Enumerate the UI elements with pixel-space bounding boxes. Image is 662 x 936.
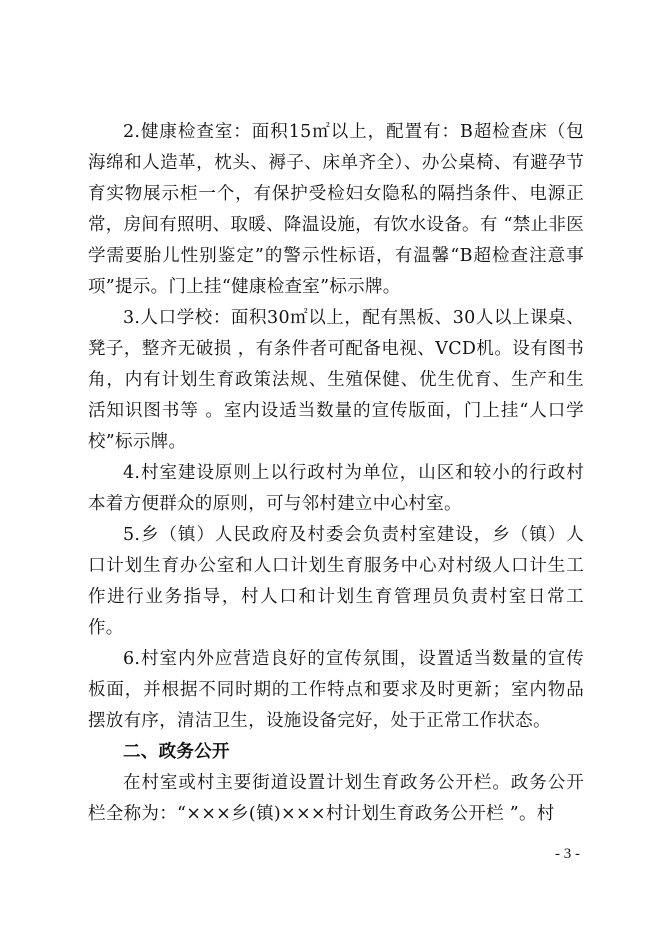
paragraph-publicity-atmosphere: 6.村室内外应营造良好的宣传氛围，设置适当数量的宣传板面，并根据不同时期的工作特点和要求及时更新；室内物品摆放有序，清洁卫生，设施设备完好，处于正常工作状态。 xyxy=(88,649,584,731)
page-number: - 3 - xyxy=(555,846,580,862)
section-heading: 二、政务公开 xyxy=(123,742,230,762)
paragraph-responsibility: 5.乡（镇）人民政府及村委会负责村室建设，乡（镇）人口计划生育办公室和人口计划生育服务中心对村级人口计生工作进行业务指导，村人口和计划生育管理员负责村室日常工作。 xyxy=(88,525,584,638)
page-body xyxy=(88,117,584,830)
paragraph-public-affairs: 在村室或村主要街道设置计划生育政务公开栏。政务公开栏全称为：“×××乡(镇)×××村计划生育政务公开栏 ”。村 xyxy=(88,773,584,824)
paragraph-population-school: 3.人口学校：面积30㎡以上，配有黑板、30人以上课桌、凳子，整齐无破损 ，有条件者可配备电视、VCD机。设有图书角，内有计划生育政策法规、生殖保健、优生优育、生产和生活知识图书等 。室内设适当数量的宣传版面，门上挂“人口学校”标示牌。 xyxy=(88,308,584,452)
paragraph-village-room-principle: 4.村室建设原则上以行政村为单位，山区和较小的行政村本着方便群众的原则，可与邻村建立中心村室。 xyxy=(88,463,584,514)
paragraph-health-check-room: 2.健康检查室：面积15㎡以上，配置有：B超检查床（包海绵和人造革，枕头、褥子、床单齐全）、办公桌椅、有避孕节育实物展示柜一个，有保护受检妇女隐私的隔挡条件、电源正常，房间有照明、取暖、降温设施，有饮水设备。有 “禁止非医学需要胎儿性别鉴定”的警示性标语，有温馨“B超检查注意事项”提示。门上挂“健康检查室”标示牌。 xyxy=(88,122,584,297)
